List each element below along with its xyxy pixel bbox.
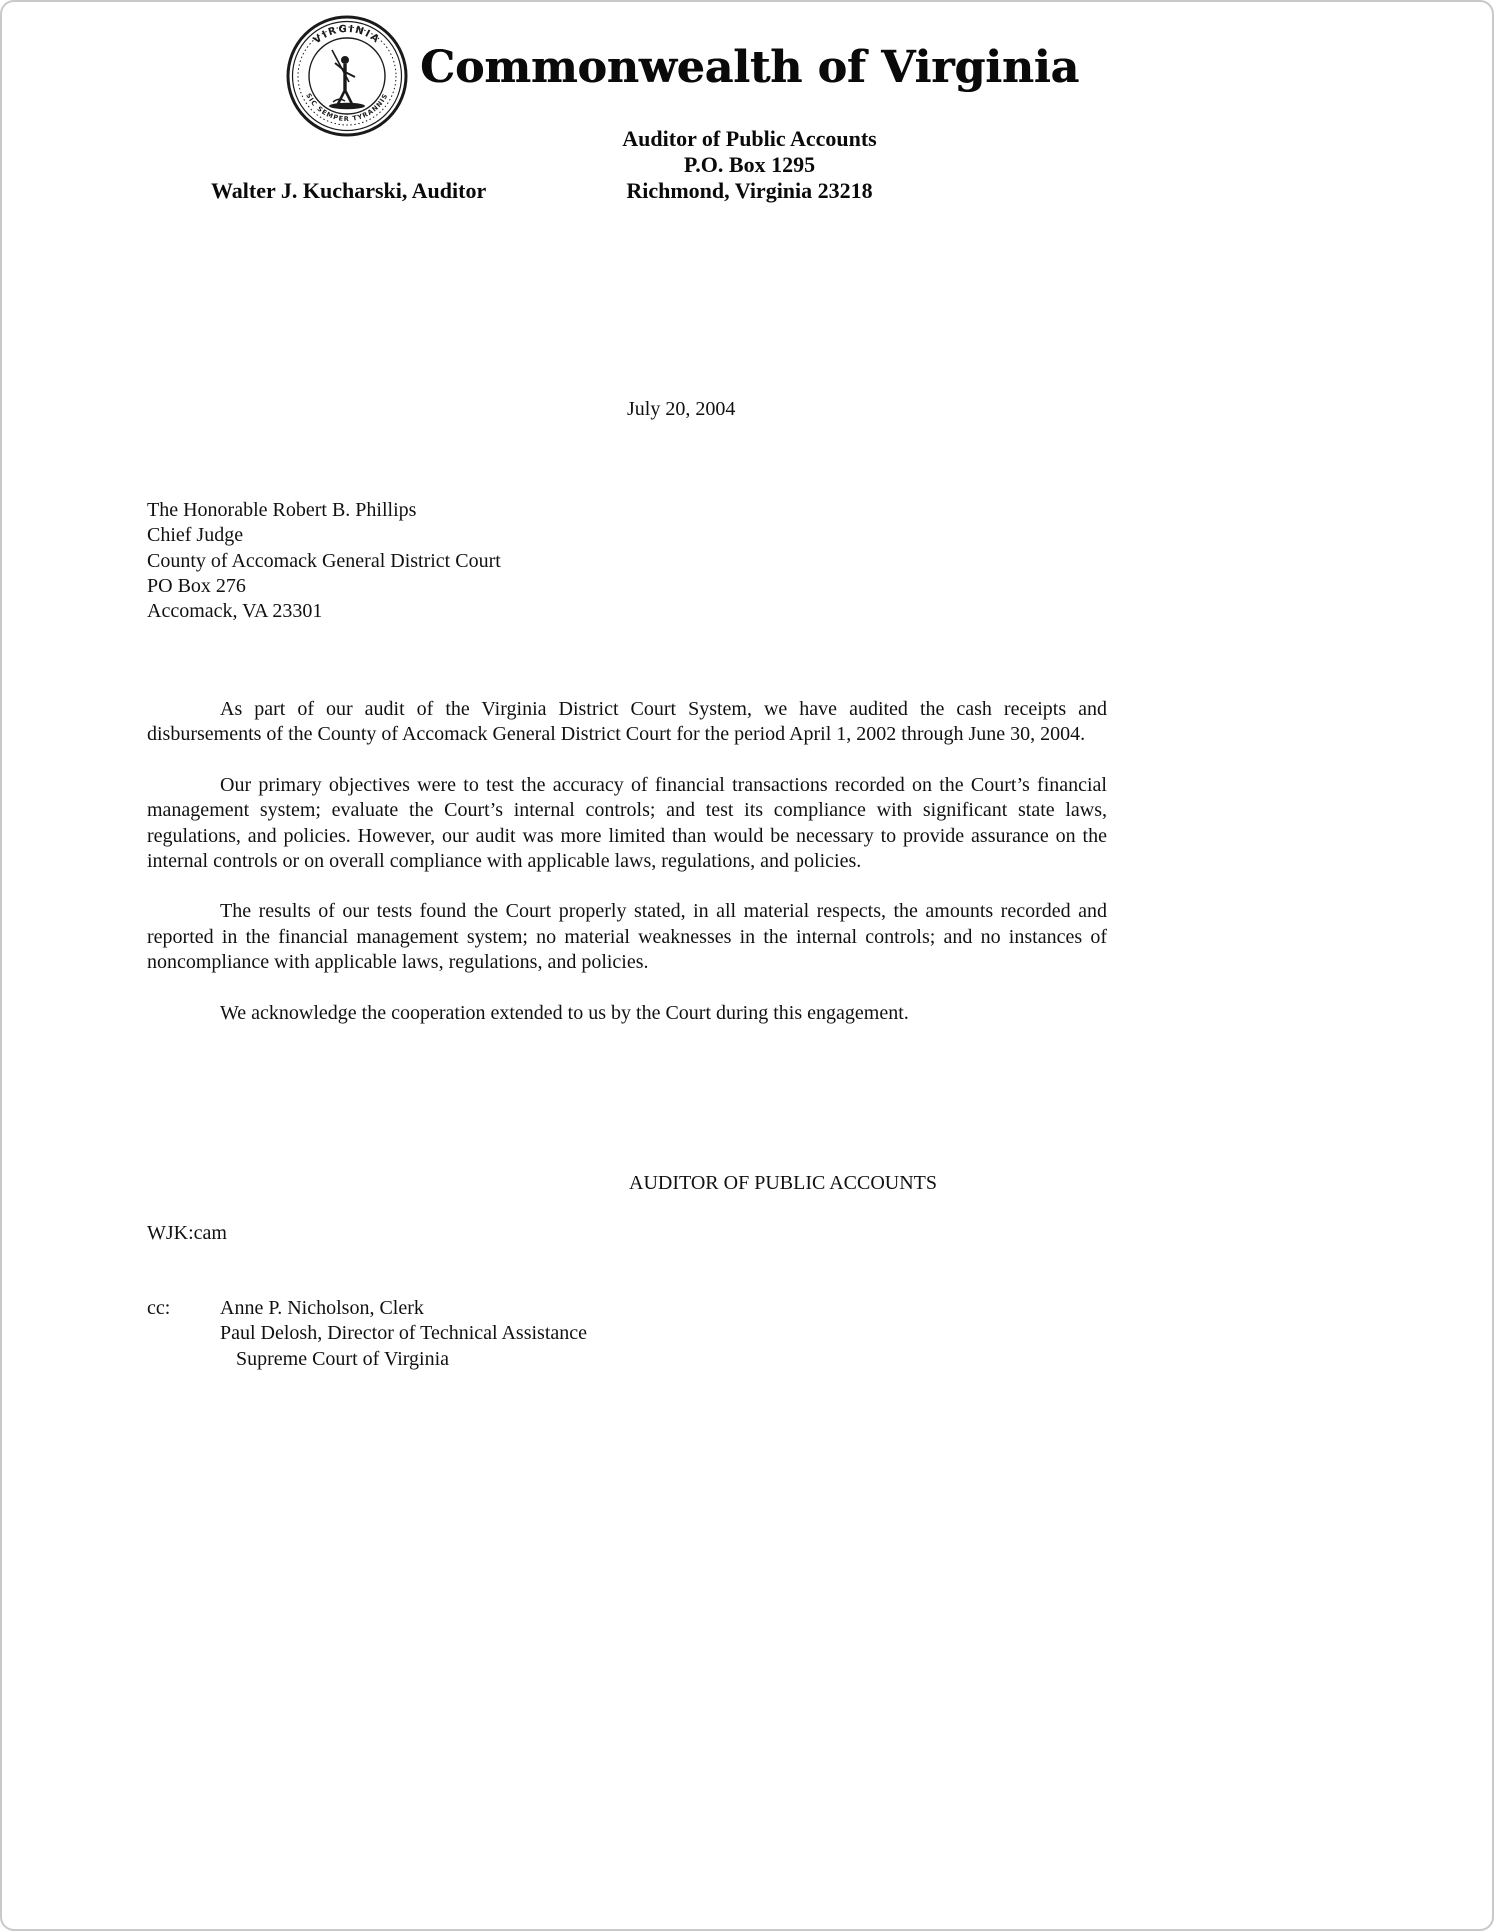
recipient-line: PO Box 276 <box>147 574 246 597</box>
cc-block <box>147 1296 587 1372</box>
letterhead-po-box: P.O. Box 1295 <box>683 152 816 177</box>
recipient-line: Accomack, VA 23301 <box>147 600 323 623</box>
body-paragraph: Our primary objectives were to test the accuracy of financial transactions recorded on the Court’s financial management system; evaluate the Court’s internal controls; and test its compliance with significant state laws, regulations, and policies. However, our audit was more limited than would be necessary to provide assurance on the internal controls or on overall compliance with applicable laws, regulations, and policies. <box>147 773 1107 873</box>
body-paragraph: The results of our tests found the Court properly stated, in all material respects, the amounts recorded and reported in the financial management system; no material weaknesses in the internal controls; and no instances of noncompliance with applicable laws, regulations, and policies. <box>147 900 1107 974</box>
letter-date: July 20, 2004 <box>627 398 736 420</box>
letterhead-title: Commonwealth of Virginia <box>419 42 1080 93</box>
cc-recipient: Anne P. Nicholson, Clerk <box>220 1297 424 1319</box>
body-paragraph: We acknowledge the cooperation extended to us by the Court during this engagement. <box>220 1001 909 1024</box>
cc-recipient-list <box>220 1296 587 1372</box>
seal-top-text: VIRGINIA <box>311 23 383 47</box>
seal-bottom-text: SIC SEMPER TYRANNIS <box>304 91 390 124</box>
letterhead-address-block <box>377 126 1122 204</box>
letterhead-city-state-zip: Richmond, Virginia 23218 <box>626 178 873 203</box>
recipient-address-block <box>147 498 501 624</box>
recipient-line: The Honorable Robert B. Phillips <box>147 499 417 521</box>
reference-initials: WJK:cam <box>147 1222 227 1244</box>
recipient-line: Chief Judge <box>147 524 244 547</box>
cc-recipient: Paul Delosh, Director of Technical Assistance <box>220 1322 588 1345</box>
recipient-line: County of Accomack General District Court <box>147 549 501 572</box>
cc-recipient: Supreme Court of Virginia <box>236 1347 450 1370</box>
letter-body <box>147 697 1107 1051</box>
seal-virtus-figure <box>329 50 365 109</box>
cc-label: cc: <box>147 1297 171 1319</box>
letterhead-auditor-name: Walter J. Kucharski, Auditor <box>211 178 487 203</box>
letterhead-department: Auditor of Public Accounts <box>622 126 877 151</box>
body-paragraph: As part of our audit of the Virginia District Court System, we have audited the cash receipts and disbursements of the County of Accomack General District Court for the period April 1, 2002 through June 30, 2004. <box>147 698 1107 746</box>
signature-block: AUDITOR OF PUBLIC ACCOUNTS <box>629 1172 938 1194</box>
